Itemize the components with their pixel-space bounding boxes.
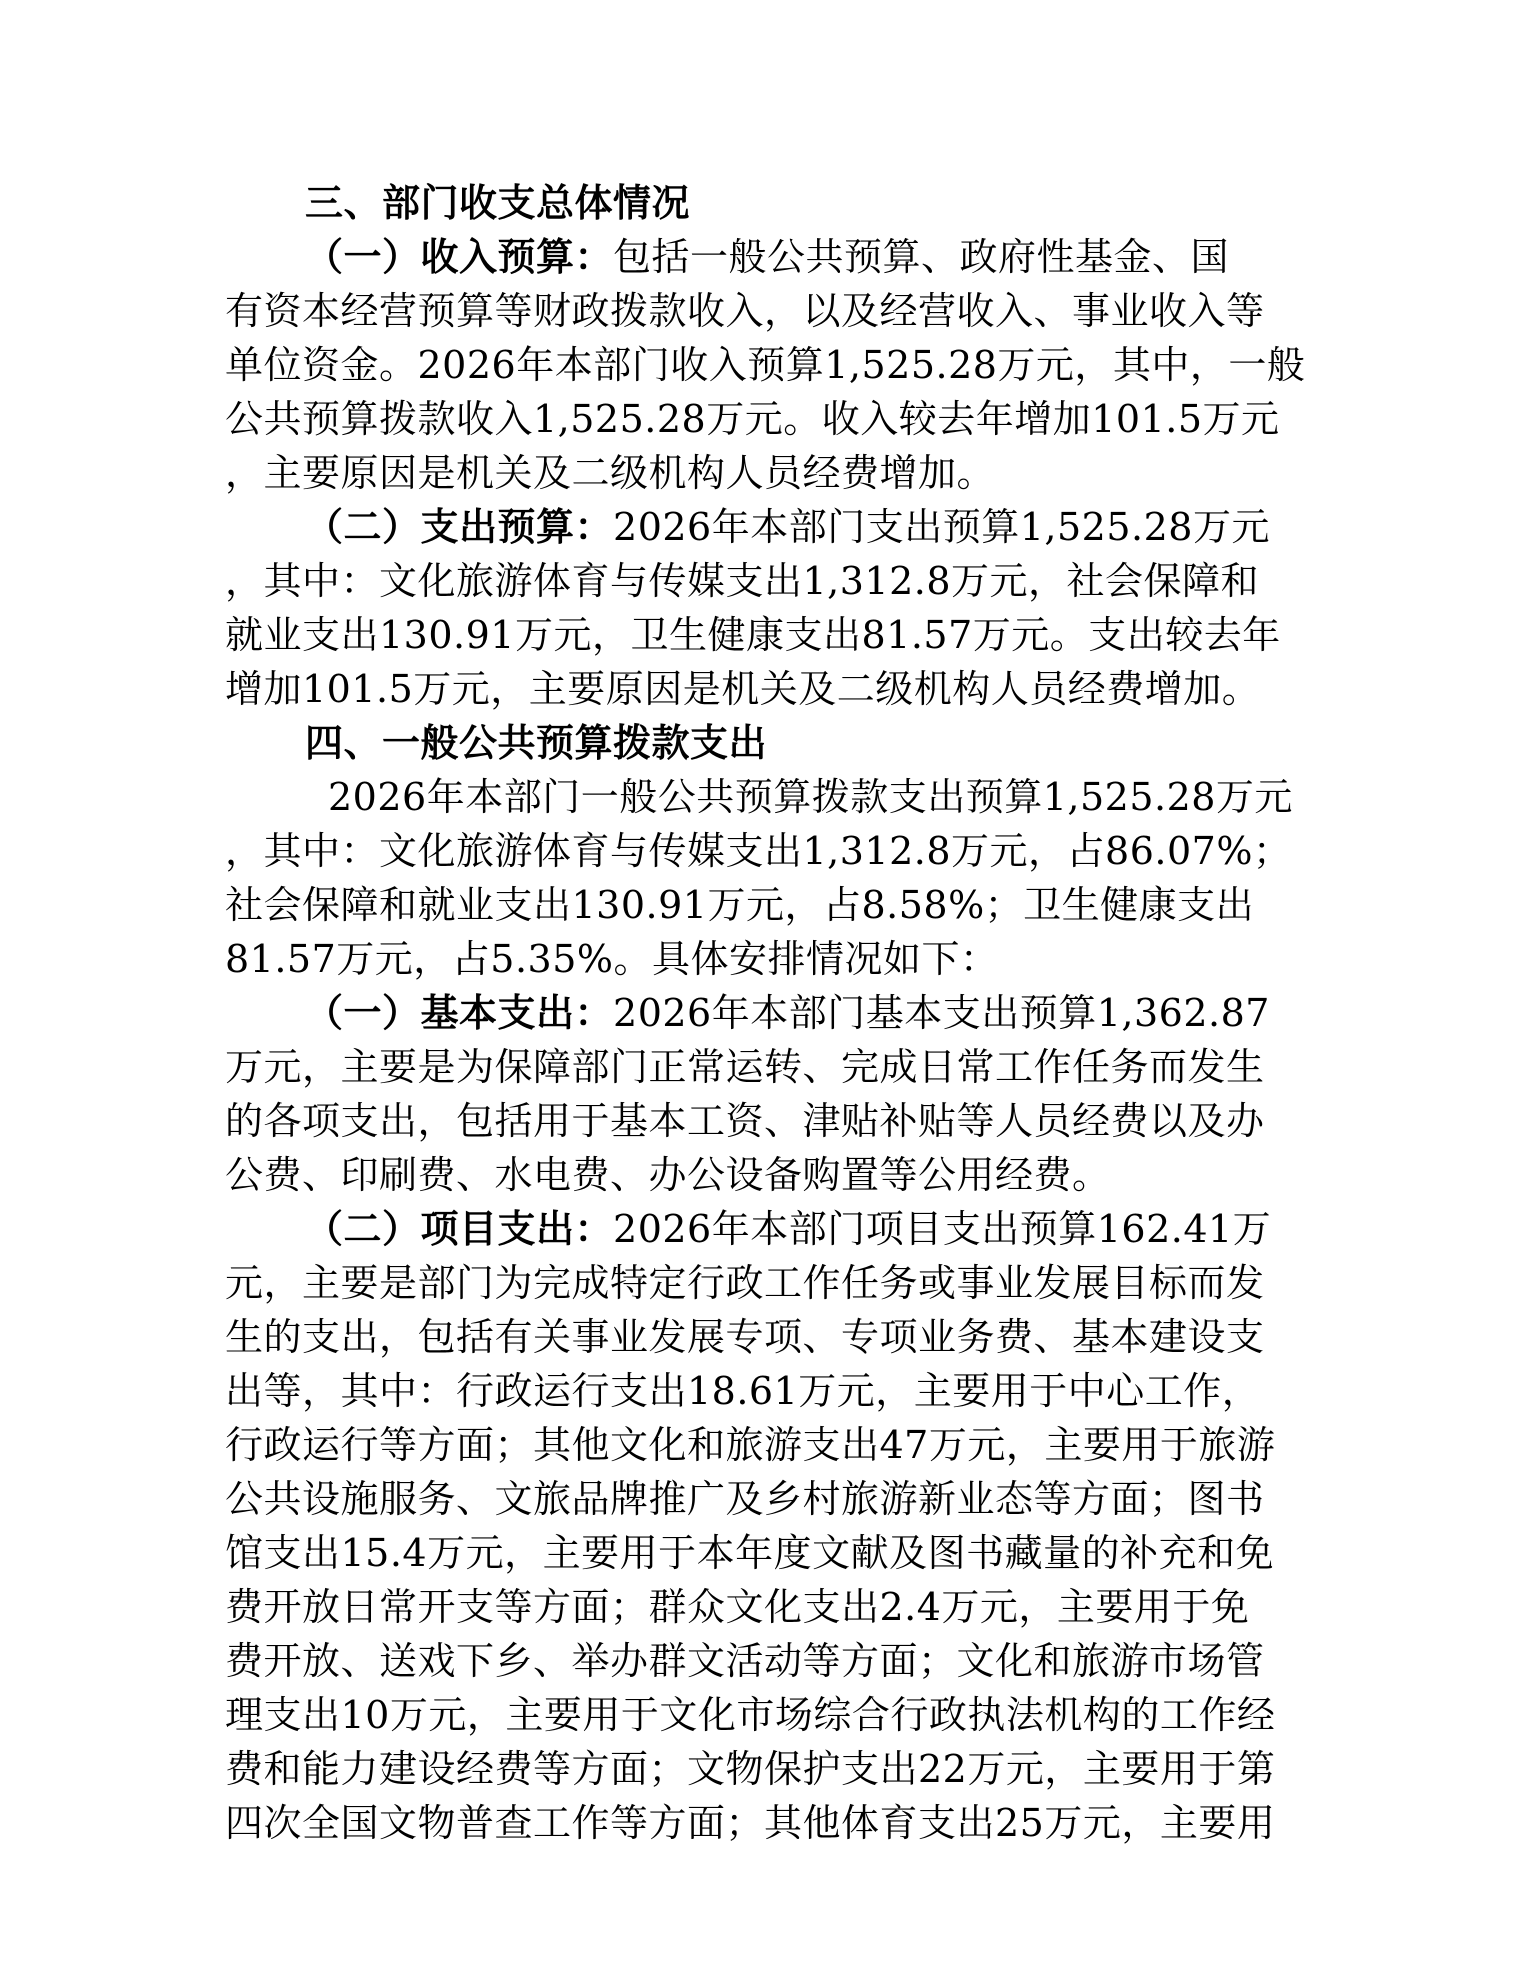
paragraph-line xyxy=(225,448,995,498)
body-text: 公共设施服务、文旅品牌推广及乡村旅游新业态等方面；图书 xyxy=(225,1477,1265,1521)
body-text: 万元，主要是为保障部门正常运转、完成日常工作任务而发生 xyxy=(225,1045,1265,1089)
subheading-text: （一）基本支出： xyxy=(305,990,614,1035)
body-text: 行政运行等方面；其他文化和旅游支出47万元，主要用于旅游 xyxy=(225,1423,1276,1467)
body-text: 就业支出130.91万元，卫生健康支出81.57万元。支出较去年 xyxy=(225,613,1281,657)
heading-text: 四、一般公共预算拨款支出 xyxy=(305,720,768,765)
body-text: 2026年本部门支出预算1,525.28万元 xyxy=(613,505,1270,549)
paragraph-line xyxy=(225,1096,1265,1146)
body-text: 出等，其中：行政运行支出18.61万元，主要用于中心工作， xyxy=(225,1369,1261,1413)
paragraph-line xyxy=(225,1420,1275,1470)
body-text: 公费、印刷费、水电费、办公设备购置等公用经费。 xyxy=(225,1153,1111,1197)
body-text: 社会保障和就业支出130.91万元，占8.58%；卫生健康支出 xyxy=(225,883,1255,927)
paragraph-line xyxy=(328,772,1293,822)
heading-text: 三、部门收支总体情况 xyxy=(305,180,691,225)
section-heading-4 xyxy=(305,718,767,768)
body-text: 2026年本部门一般公共预算拨款支出预算1,525.28万元 xyxy=(328,775,1293,819)
body-text: 四次全国文物普查工作等方面；其他体育支出25万元，主要用 xyxy=(225,1801,1276,1845)
paragraph-line xyxy=(225,394,1280,444)
paragraph-line xyxy=(305,1204,1271,1254)
paragraph-line xyxy=(225,1636,1265,1686)
paragraph-line xyxy=(225,1798,1275,1848)
section-heading-3 xyxy=(305,178,690,228)
body-text: 公共预算拨款收入1,525.28万元。收入较去年增加101.5万元 xyxy=(225,397,1280,441)
paragraph-line xyxy=(225,1582,1249,1632)
body-text: ，其中：文化旅游体育与传媒支出1,312.8万元，占86.07%； xyxy=(225,829,1292,873)
body-text: 馆支出15.4万元，主要用于本年度文献及图书藏量的补充和免 xyxy=(225,1531,1275,1575)
paragraph-line xyxy=(225,664,1260,714)
paragraph-line xyxy=(225,610,1281,660)
paragraph-line xyxy=(225,826,1291,876)
body-text: 费开放、送戏下乡、举办群文活动等方面；文化和旅游市场管 xyxy=(225,1639,1265,1683)
body-text: 生的支出，包括有关事业发展专项、专项业务费、基本建设支 xyxy=(225,1315,1265,1359)
paragraph-line xyxy=(225,1150,1111,1200)
body-text: 增加101.5万元，主要原因是机关及二级机构人员经费增加。 xyxy=(225,667,1261,711)
subheading-text: （一）收入预算： xyxy=(305,234,614,279)
paragraph-line xyxy=(225,556,1259,606)
body-text: 有资本经营预算等财政拨款收入，以及经营收入、事业收入等 xyxy=(225,289,1265,333)
body-text: 的各项支出，包括用于基本工资、津贴补贴等人员经费以及办 xyxy=(225,1099,1265,1143)
paragraph-line xyxy=(225,1312,1265,1362)
paragraph-line xyxy=(225,934,999,984)
paragraph-line xyxy=(225,1690,1275,1740)
paragraph-line xyxy=(225,1366,1260,1416)
subheading-text: （二）支出预算： xyxy=(305,504,614,549)
body-text: ，其中：文化旅游体育与传媒支出1,312.8万元，社会保障和 xyxy=(225,559,1260,603)
paragraph-line xyxy=(225,1528,1274,1578)
paragraph-line xyxy=(225,340,1305,390)
paragraph-line xyxy=(225,1042,1265,1092)
body-text: 费开放日常开支等方面；群众文化支出2.4万元，主要用于免 xyxy=(225,1585,1250,1629)
body-text: 包括一般公共预算、政府性基金、国 xyxy=(613,235,1230,279)
body-text: 元，主要是部门为完成特定行政工作任务或事业发展目标而发 xyxy=(225,1261,1265,1305)
body-text: 理支出10万元，主要用于文化市场综合行政执法机构的工作经 xyxy=(225,1693,1276,1737)
paragraph-line xyxy=(225,1474,1265,1524)
body-text: 2026年本部门项目支出预算162.41万 xyxy=(613,1207,1272,1251)
body-text: 单位资金。2026年本部门收入预算1,525.28万元，其中，一般 xyxy=(225,343,1306,387)
paragraph-line xyxy=(225,880,1254,930)
body-text: 费和能力建设经费等方面；文物保护支出22万元，主要用于第 xyxy=(225,1747,1276,1791)
paragraph-line xyxy=(305,232,1229,282)
body-text: 2026年本部门基本支出预算1,362.87 xyxy=(613,991,1270,1035)
paragraph-line xyxy=(305,988,1270,1038)
paragraph-line xyxy=(305,502,1270,552)
subheading-text: （二）项目支出： xyxy=(305,1206,614,1251)
paragraph-line xyxy=(225,1744,1275,1794)
body-text: ，主要原因是机关及二级机构人员经费增加。 xyxy=(225,451,996,495)
paragraph-line xyxy=(225,286,1265,336)
paragraph-line xyxy=(225,1258,1265,1308)
body-text: 81.57万元，占5.35%。具体安排情况如下： xyxy=(225,937,999,981)
